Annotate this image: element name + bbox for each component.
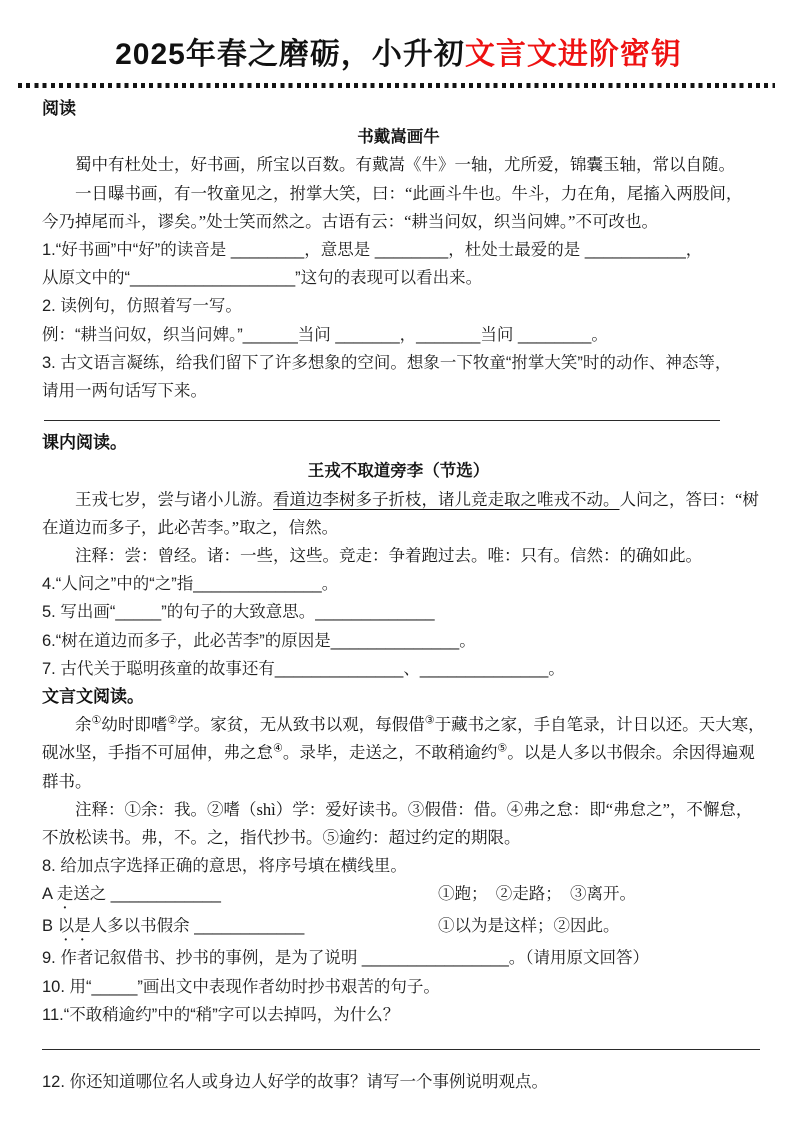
question-7: 7. 古代关于聪明孩童的故事还有______________、______________。 xyxy=(42,659,565,678)
note-marker-5: ⑤ xyxy=(497,742,508,755)
question-9: 9. 作者记叙借书、抄书的事例，是为了说明 ________________。（请用原文回答） xyxy=(42,949,650,968)
section-heading-classical: 文言文阅读。 xyxy=(42,687,144,707)
question-8a-choices: ①跑； ②走路； ③离开。 xyxy=(438,885,636,904)
passage2-line-2: 在道边而多子，此必苦李。”取之，信然。 xyxy=(42,517,339,537)
text-segment: 。以是人多以书假余。余因得遍观 xyxy=(507,743,755,763)
passage3-notes-line-2: 不放松读书。弗，不。之，指代抄书。⑤逾约：超过约定的期限。 xyxy=(42,828,521,848)
question-3-line-2: 请用一两句话写下来。 xyxy=(42,382,207,401)
passage3-line-1 xyxy=(42,711,765,739)
passage3-line-2 xyxy=(42,739,755,767)
fill-in-blank: ____________ xyxy=(110,885,221,904)
question-4: 4.“人问之”中的“之”指______________。 xyxy=(42,575,339,594)
question-1-line-2: 从原文中的“__________________”这句的表现可以看出来。 xyxy=(42,269,483,288)
question-2: 2. 读例句，仿照着写一写。 xyxy=(42,297,242,316)
note-marker-4: ④ xyxy=(273,742,283,755)
question-3-line-1: 3. 古文语言凝练，给我们留下了许多想象的空间。想象一下牧童“拊掌大笑”时的动作、神态等， xyxy=(42,353,732,372)
passage1-line-3: 今乃掉尾而斗，谬矣。”处士笑而然之。古语有云：“耕当问奴，织当问婢。”不可改也。 xyxy=(42,211,658,231)
section-heading-reading: 阅读 xyxy=(42,99,76,118)
passage1-line-1: 蜀中有杜处士，好书画，所宝以百数。有戴嵩《牛》一轴，尤所爱，锦囊玉轴，常以自随。 xyxy=(75,155,735,175)
option-label: A xyxy=(42,885,57,904)
question-10: 10. 用“_____”画出文中表现作者幼时抄书艰苦的句子。 xyxy=(42,977,440,996)
question-8-option-a xyxy=(42,880,755,912)
question-8a-stem xyxy=(42,880,438,912)
question-8-option-b xyxy=(42,912,755,944)
text-segment: 学。家贫，无从致书以观，每假借 xyxy=(177,715,425,735)
fill-in-blank: ____________ xyxy=(194,917,305,936)
note-marker-2: ② xyxy=(167,714,178,727)
option-label: B xyxy=(42,917,58,936)
question-12: 12. 你还知道哪位名人或身边人好学的故事？请写一个事例说明观点。 xyxy=(42,1073,549,1092)
passage2-title: 王戎不取道旁李（节选） xyxy=(307,461,490,481)
question-1-line-1: 1.“好书画”中“好”的读音是 ________，意思是 ________，杜处士最爱的是 ___________， xyxy=(42,241,703,260)
section-heading-incourse: 课内阅读。 xyxy=(42,433,127,453)
text-segment: 送之 xyxy=(73,885,111,904)
answer-line xyxy=(42,1049,760,1050)
passage1-line-2: 一日曝书画，有一牧童见之，拊掌大笑，曰：“此画斗牛也。牛斗，力在角，尾搐入两股间， xyxy=(75,183,743,203)
text-segment: 幼时即嗜 xyxy=(101,715,168,735)
page-title-black: 2025年春之磨砺，小升初 xyxy=(115,38,465,71)
note-marker-1: ① xyxy=(91,714,102,727)
text-segment: 余 xyxy=(75,715,92,735)
text-segment: 。录毕，走送之，不敢稍逾约 xyxy=(282,743,498,763)
passage3-line-3: 群书。 xyxy=(42,771,92,791)
passage2-text-pre: 王戎七岁，尝与诸小儿游。 xyxy=(75,489,273,509)
passage2-notes: 注释：尝：曾经。诸：一些，这些。竞走：争着跑过去。唯：只有。信然：的确如此。 xyxy=(75,546,702,566)
text-segment: 于藏书之家，手自笔录，计日以还。天大寒， xyxy=(434,715,765,735)
question-2-example: 例：“耕当问奴，织当问婢。”______当问 _______，_______当问 ________。 xyxy=(42,325,608,344)
question-5: 5. 写出画“_____”的句子的大致意思。_____________ xyxy=(42,603,435,622)
text-segment: 砚冰坚，手指不可屈伸，弗之怠 xyxy=(42,743,273,763)
question-6: 6.“树在道边而多子，此必苦李”的原因是______________。 xyxy=(42,631,476,650)
passage3-notes-line-1: 注释：①余：我。②嗜（shì）学：爱好读书。③假借：借。④弗之怠：即“弗怠之”，不懈怠， xyxy=(75,799,753,819)
question-8b-choices: ①以为是这样；②因此。 xyxy=(438,917,620,936)
question-8: 8. 给加点字选择正确的意思，将序号填在横线里。 xyxy=(42,857,407,876)
page-title xyxy=(42,34,755,76)
text-segment: 人多以书假余 xyxy=(90,917,195,936)
note-marker-3: ③ xyxy=(424,714,435,727)
passage2-line-1 xyxy=(42,486,759,514)
passage2-underlined-sentence: 看道边李树多子折枝，诸儿竞走取之唯戎不动。 xyxy=(273,489,620,509)
passage2-text-post: 人问之，答曰：“树 xyxy=(619,489,759,509)
answer-line xyxy=(44,420,720,421)
dotted-divider xyxy=(18,83,775,88)
question-11: 11.“不敢稍逾约”中的“稍”字可以去掉吗，为什么？ xyxy=(42,1005,400,1024)
dotted-character: 走 xyxy=(56,885,74,904)
page-title-red: 文言文进阶密钥 xyxy=(464,38,682,71)
dotted-character: 以是 xyxy=(57,917,91,936)
question-8b-stem xyxy=(42,912,438,944)
passage1-title: 书戴嵩画牛 xyxy=(357,127,440,147)
